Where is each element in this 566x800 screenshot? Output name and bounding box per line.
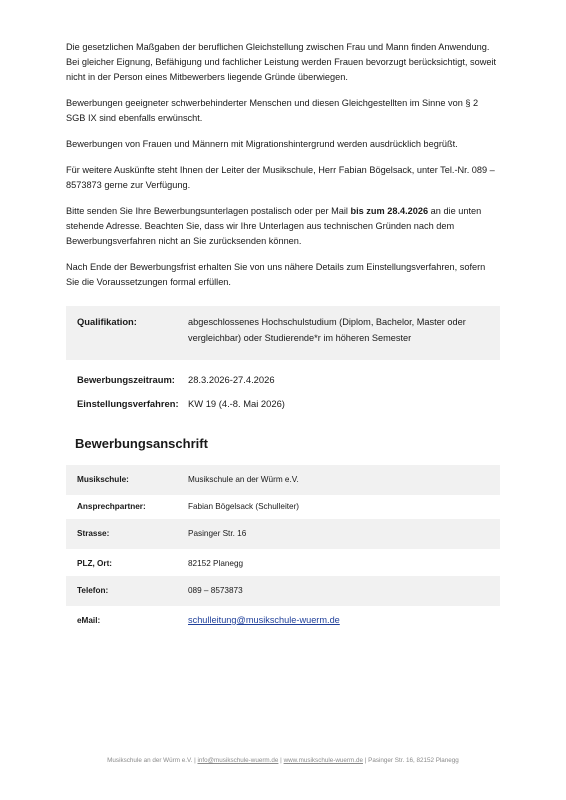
phone-value: 089 – 8573873 bbox=[188, 586, 243, 595]
footer-separator: | bbox=[192, 757, 198, 764]
footer-website-link[interactable]: www.musikschule-wuerm.de bbox=[283, 757, 363, 764]
qualification-label: Qualifikation: bbox=[77, 316, 137, 327]
contact-person-label: Ansprechpartner: bbox=[77, 502, 146, 511]
deadline-text-after: an die unten stehende Adresse. Beachten Sie, dass wir Ihre Unterlagen aus technischen Gründen nach dem Bewerbungsverfahren nicht an Sie zurücksenden können. bbox=[66, 206, 482, 246]
school-value: Musikschule an der Würm e.V. bbox=[188, 475, 299, 484]
footer-separator: | bbox=[363, 757, 369, 764]
city-label: PLZ, Ort: bbox=[77, 559, 113, 568]
email-label: eMail: bbox=[77, 616, 101, 625]
email-link[interactable]: schulleitung@musikschule-wuerm.de bbox=[188, 615, 340, 625]
phone-label: Telefon: bbox=[77, 586, 109, 595]
footer-email-link[interactable]: info@musikschule-wuerm.de bbox=[197, 757, 279, 764]
disability-paragraph: Bewerbungen geeigneter schwerbehinderter Menschen und diesen Gleichgestellten im Sinne von § 2 SGB IX sind ebenfalls erwünscht. bbox=[66, 98, 479, 123]
city-value: 82152 Planegg bbox=[188, 559, 244, 568]
school-label: Musikschule: bbox=[77, 475, 129, 484]
address-row-city bbox=[66, 549, 500, 579]
application-period-value: 28.3.2026-27.4.2026 bbox=[188, 374, 275, 385]
body-text bbox=[66, 40, 500, 301]
contact-person-value: Fabian Bögelsack (Schulleiter) bbox=[188, 502, 300, 511]
closing-paragraph: Nach Ende der Bewerbungsfrist erhalten Sie von uns nähere Details zum Einstellungsverfahren, sofern Sie die Voraussetzungen formal erfüllen. bbox=[66, 262, 486, 287]
address-row-phone bbox=[66, 576, 500, 606]
address-row-street bbox=[66, 519, 500, 549]
address-heading: Bewerbungsanschrift bbox=[75, 436, 208, 451]
hiring-procedure-value: KW 19 (4.-8. Mai 2026) bbox=[188, 398, 285, 409]
address-row-school bbox=[66, 465, 500, 495]
equality-paragraph: Die gesetzlichen Maßgaben der beruflichen Gleichstellung zwischen Frau und Mann finden Anwendung. Bei gleicher Eignung, Befähigung und fachlicher Leistung werden Frauen bevorzugt berücksichtigt, soweit nicht in der Person eines Mitbewerbers liegende Gründe überwiegen. bbox=[66, 42, 497, 82]
deadline-text-before: Bitte senden Sie Ihre Bewerbungsunterlagen postalisch oder per Mail bbox=[66, 206, 351, 216]
page-footer bbox=[0, 757, 566, 764]
street-label: Strasse: bbox=[77, 529, 110, 538]
footer-org: Musikschule an der Würm e.V. bbox=[107, 757, 193, 764]
deadline-date: bis zum 28.4.2026 bbox=[350, 206, 429, 216]
deadline-paragraph bbox=[66, 204, 500, 249]
hiring-procedure-label: Einstellungsverfahren: bbox=[77, 398, 179, 409]
qualification-box bbox=[66, 306, 500, 360]
application-period-label: Bewerbungszeitraum: bbox=[77, 374, 175, 385]
address-row-contact bbox=[66, 492, 500, 522]
footer-address: Pasinger Str. 16, 82152 Planegg bbox=[368, 757, 459, 764]
migration-paragraph: Bewerbungen von Frauen und Männern mit Migrationshintergrund werden ausdrücklich begrüßt. bbox=[66, 139, 458, 149]
street-value: Pasinger Str. 16 bbox=[188, 529, 247, 538]
contact-info-paragraph: Für weitere Auskünfte steht Ihnen der Leiter der Musikschule, Herr Fabian Bögelsack, unter Tel.-Nr. 089 – 8573873 gerne zur Verfügung. bbox=[66, 165, 495, 190]
footer-separator: | bbox=[278, 757, 284, 764]
address-row-email bbox=[66, 606, 500, 636]
qualification-value: abgeschlossenes Hochschulstudium (Diplom, Bachelor, Master oder vergleichbar) oder Studierende*r im höheren Semester bbox=[188, 317, 466, 343]
